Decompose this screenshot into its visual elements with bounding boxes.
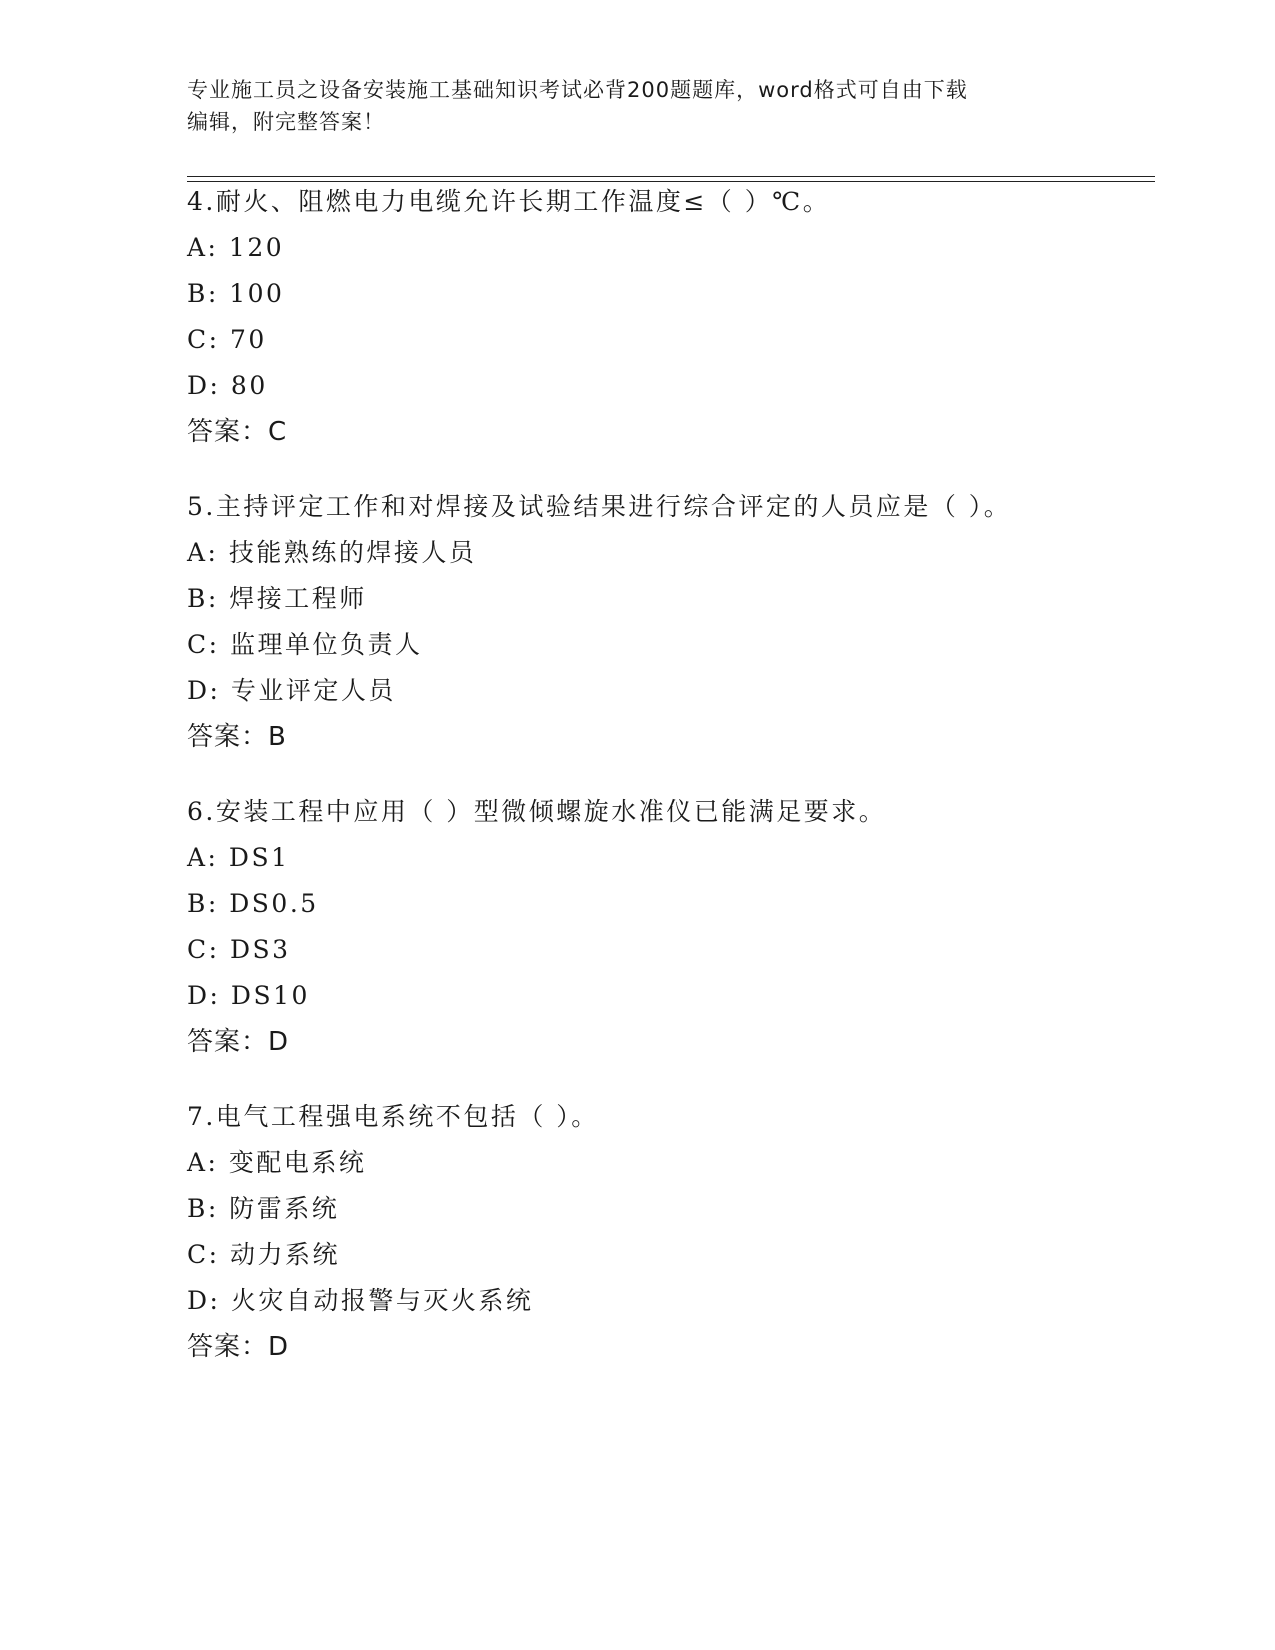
answer-value: C: [268, 417, 288, 447]
answer-label: 答案：: [187, 1332, 269, 1362]
question-stem: 7.电气工程强电系统不包括（ ）。: [187, 1102, 599, 1131]
answer-line: [187, 409, 1167, 455]
answer-value: B: [268, 722, 287, 752]
option-b: B: 焊接工程师: [187, 584, 367, 613]
option-d: D: 80: [187, 371, 268, 400]
option-c: C: 监理单位负责人: [187, 630, 423, 659]
answer-line: [187, 1324, 1167, 1370]
question-block: [187, 179, 1167, 455]
question-stem: 6.安装工程中应用（ ）型微倾螺旋水准仪已能满足要求。: [187, 797, 887, 826]
option-a: A: 变配电系统: [187, 1148, 367, 1177]
answer-value: D: [268, 1027, 290, 1057]
option-b: B: 100: [187, 279, 285, 308]
option-b: B: DS0.5: [187, 889, 319, 918]
option-a: A: DS1: [187, 843, 290, 872]
option-a: A: 技能熟练的焊接人员: [187, 538, 477, 567]
answer-line: [187, 714, 1167, 760]
answer-value: D: [268, 1332, 290, 1362]
option-b: B: 防雷系统: [187, 1194, 340, 1223]
option-c: C: 70: [187, 325, 267, 354]
option-d: D: 火灾自动报警与灭火系统: [187, 1286, 534, 1315]
answer-line: [187, 1019, 1167, 1065]
option-c: C: 动力系统: [187, 1240, 340, 1269]
header-line-2: 编辑，附完整答案！: [187, 110, 385, 134]
document-header: [187, 74, 1087, 138]
question-block: [187, 484, 1167, 760]
question-block: [187, 789, 1167, 1065]
answer-label: 答案：: [187, 1027, 269, 1057]
option-c: C: DS3: [187, 935, 291, 964]
option-d: D: DS10: [187, 981, 310, 1010]
option-d: D: 专业评定人员: [187, 676, 396, 705]
question-stem: 5.主持评定工作和对焊接及试验结果进行综合评定的人员应是（ ）。: [187, 492, 1012, 521]
answer-label: 答案：: [187, 722, 269, 752]
answer-label: 答案：: [187, 417, 269, 447]
header-divider-top: [187, 176, 1155, 177]
question-stem: 4.耐火、阻燃电力电缆允许长期工作温度≤（ ）℃。: [187, 187, 831, 216]
header-line-1: 专业施工员之设备安装施工基础知识考试必背200题题库，word格式可自由下载: [187, 78, 968, 102]
option-a: A: 120: [187, 233, 285, 262]
question-block: [187, 1094, 1167, 1370]
